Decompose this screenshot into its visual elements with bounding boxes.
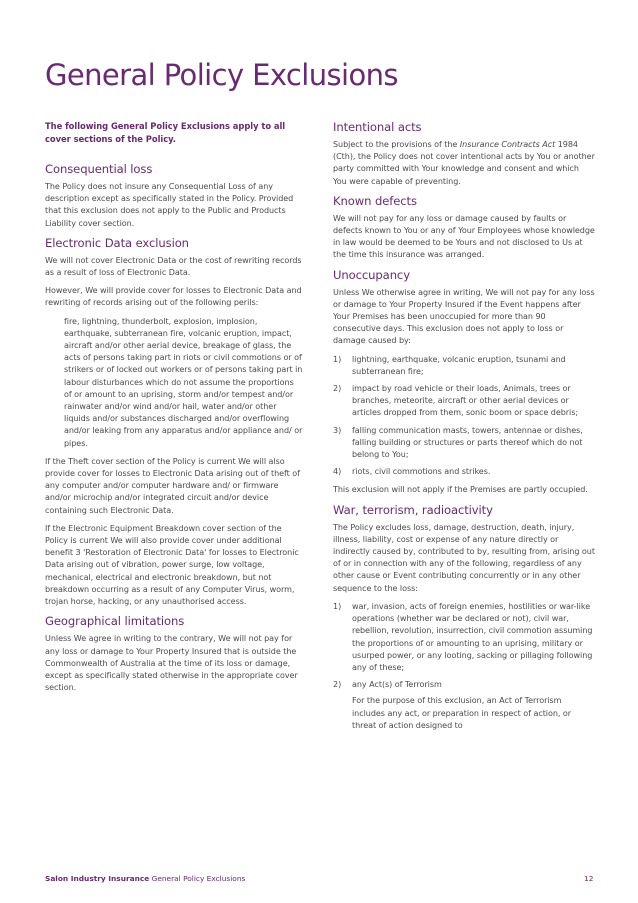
heading-electronic-data: Electronic Data exclusion [45, 235, 189, 250]
intentional-acts-rest: 1984 (Cth), the Policy does not cover intentional acts by You or another party committed with Your knowledge and consent and which You were capable of preventing. [333, 140, 595, 186]
list-text: lightning, earthquake, volcanic eruption, tsunami and subterranean fire; [352, 354, 566, 376]
section-war-terrorism [333, 503, 595, 732]
list-item [333, 354, 595, 378]
section-unoccupancy [333, 268, 595, 497]
page-number: 12 [584, 874, 594, 883]
section-known-defects [333, 194, 595, 262]
list-number: 1) [333, 354, 342, 364]
consequential-loss-text: The Policy does not insure any Consequential Loss of any description except as specifically stated in the Policy. Provided that this exclusion does not apply to the Public and Products Liability cover section. [45, 182, 294, 228]
heading-unoccupancy: Unoccupancy [333, 267, 410, 282]
electronic-data-text-1: We will not cover Electronic Data or the cost of rewriting records as a result of loss of Electronic Data. [45, 255, 302, 278]
war-terrorism-text: The Policy excludes loss, damage, destruction, death, injury, illness, liability, cost or expense of any nature directly or indirectly caused by, contributed to by, resulting from, arising out of or in connection with any of the following, regardless of any other cause or Event contributing concurrently or in any other sequence to the loss: [333, 522, 595, 593]
unoccupancy-text-2: This exclusion will not apply if the Premises are partly occupied. [333, 485, 588, 495]
section-intentional-acts [333, 120, 595, 188]
unoccupancy-text-1: Unless We otherwise agree in writing, We will not pay for any loss or damage to Your Property Insured if the Event happens after Your Premises has been unoccupied for more than 90 consecutive days. This exclusion does not apply to loss or damage caused by: [333, 287, 595, 346]
footer-section: General Policy Exclusions [149, 874, 246, 883]
list-item [333, 383, 595, 420]
heading-consequential-loss: Consequential loss [45, 162, 153, 176]
list-item [333, 601, 595, 674]
list-text: falling communication masts, towers, antennae or dishes, falling building or structures or parts thereof which do not belong to You; [352, 425, 583, 460]
unoccupancy-list [333, 354, 595, 479]
list-subtext: For the purpose of this exclusion, an Act of Terrorism includes any act, or preparation in respect of action, or threat of action designed to [352, 696, 572, 730]
left-column [45, 120, 303, 700]
war-terrorism-list [333, 601, 595, 732]
list-text: impact by road vehicle or their loads, Animals, trees or branches, meteorite, aircraft or other aerial devices or articles dropped from them, sonic boom or space debris; [352, 384, 579, 418]
list-item [333, 466, 595, 478]
electronic-data-text-3: If the Theft cover section of the Policy is current We will also provide cover for losses to Electronic Data arising out of theft of any computer and/or computer hardware and/ or firmware and/or microchip and/or integrated circuit and/or device containing such Electronic Data. [45, 456, 300, 515]
list-number: 2) [333, 384, 342, 394]
section-consequential-loss [45, 162, 303, 230]
intentional-acts-text [333, 139, 595, 188]
act-name: Insurance Contracts Act [459, 140, 556, 149]
electronic-data-perils: fire, lightning, thunderbolt, explosion, implosion, earthquake, subterranean fire, volcanic eruption, impact, aircraft and/or other aerial device, breakage of glass, the acts of persons taking part in riots or civil commotions or of strikers or of locked out workers or of persons taking part in labour disturbances which do not assume the proportions of or amount to an uprising, storm and/or tempest and/or rainwater and/or wind and/or hail, water and/or other liquids and/or substances discharged and/or overflowing and/or leaking from any apparatus and/or appliance and/ or pipes. [64, 316, 303, 448]
heading-war-terrorism: War, terrorism, radioactivity [333, 502, 493, 517]
footer-brand: Salon Industry Insurance [45, 874, 150, 883]
list-number: 2) [333, 680, 342, 690]
list-text: riots, civil commotions and strikes. [352, 467, 491, 477]
heading-known-defects: Known defects [333, 193, 417, 208]
list-item [333, 425, 595, 462]
heading-geographical-limitations: Geographical limitations [45, 614, 185, 629]
list-item [333, 679, 595, 732]
list-number: 3) [333, 425, 342, 435]
intro-text: The following General Policy Exclusions apply to all cover sections of the Policy. [45, 121, 286, 144]
list-text: any Act(s) of Terrorism [352, 680, 442, 690]
list-number: 1) [333, 601, 342, 611]
known-defects-text: We will not pay for any loss or damage caused by faults or defects known to You or any of Your Employees whose knowledge in law would be deemed to be Yours and not disclosed to Us at the time this insurance was arranged. [333, 213, 595, 260]
page-title: General Policy Exclusions [45, 58, 398, 92]
section-electronic-data [45, 236, 303, 608]
heading-intentional-acts: Intentional acts [333, 120, 422, 134]
list-text: war, invasion, acts of foreign enemies, hostilities or war-like operations (whether war be declared or not), civil war, rebellion, revolution, insurrection, civil commotion assuming the proportions of or amounting to an uprising, military or usurped power, or any looting, sacking or pillaging following any of these; [352, 601, 593, 672]
electronic-data-text-4: If the Electronic Equipment Breakdown cover section of the Policy is current We will also provide cover under additional benefit 3 'Restoration of Electronic Data' for losses to Electronic Data arising out of vibration, power surge, low voltage, mechanical, electrical and electronic breakdown, but not breakdown occurring as a result of any Computer Virus, worm, trojan horse, hacking, or any unauthorised access. [45, 523, 299, 607]
list-number: 4) [333, 467, 342, 477]
intentional-acts-lead: Subject to the provisions of the [333, 140, 460, 149]
electronic-data-text-2: However, We will provide cover for losses to Electronic Data and rewriting of records arising out of the following perils: [45, 286, 302, 308]
right-column [333, 120, 595, 738]
section-geographical-limitations [45, 614, 303, 694]
page-footer [45, 874, 245, 883]
geographical-limitations-text: Unless We agree in writing to the contrary, We will not pay for any loss or damage to Your Property Insured that is outside the Commonwealth of Australia at the time of its loss or damage, except as specifically stated otherwise in the appropriate cover section. [45, 634, 298, 693]
